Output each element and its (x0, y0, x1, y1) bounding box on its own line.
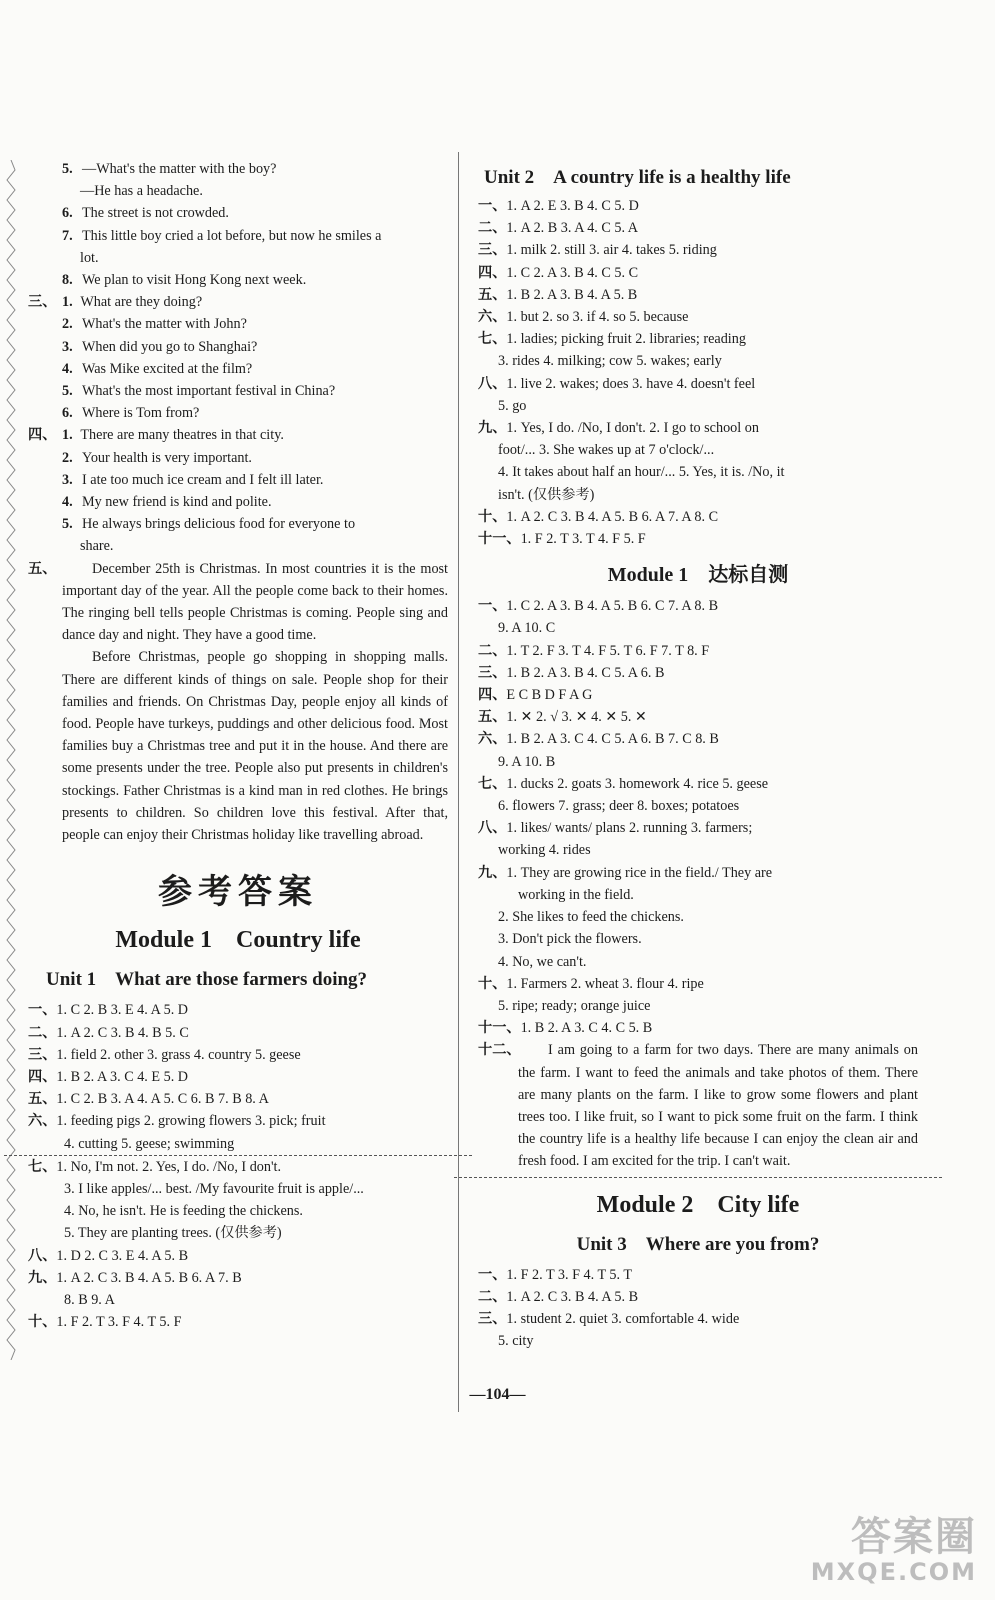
column-divider (458, 152, 459, 1412)
answer-item: 5. He always brings delicious food for everyone to (62, 516, 356, 533)
answer-row: 一、1. A 2. E 3. B 4. C 5. D (478, 198, 639, 214)
answer-continuation: 5. ripe; ready; orange juice (498, 997, 651, 1014)
answer-continuation: 4. It takes about half an hour/... 5. Yes, it is. /No, it (498, 464, 785, 481)
section-3-item: 三、 1. What are they doing? (28, 294, 203, 311)
answer-continuation: share. (80, 538, 114, 555)
answer-continuation: 9. A 10. C (498, 620, 556, 637)
answer-row: 四、1. C 2. A 3. B 4. C 5. C (478, 264, 639, 281)
answer-continuation: —He has a headache. (80, 183, 203, 200)
answer-row: 九、1. A 2. C 3. B 4. A 5. B 6. A 7. B (28, 1269, 242, 1286)
answer-continuation: isn't. (仅供参考) (498, 486, 595, 503)
answer-item: 6. The street is not crowded. (62, 205, 229, 222)
answer-row: 七、1. ladies; picking fruit 2. libraries; reading (478, 331, 746, 348)
page-number: —104— (469, 1386, 526, 1403)
answer-continuation: foot/... 3. She wakes up at 7 o'clock/... (498, 442, 715, 459)
answer-row: 八、1. likes/ wants/ plans 2. running 3. farmers; (478, 820, 753, 837)
answer-item: 5. What's the most important festival in China? (62, 383, 336, 400)
answer-row: 十一、1. B 2. A 3. C 4. C 5. B (478, 1020, 653, 1037)
module-1-title: Module 1 Country life (115, 927, 361, 954)
answer-continuation: 8. B 9. A (64, 1291, 115, 1308)
answer-item: 3. When did you go to Shanghai? (62, 338, 258, 355)
answer-row: 一、1. F 2. T 3. F 4. T 5. T (478, 1266, 633, 1283)
answer-row: 二、1. A 2. C 3. B 4. A 5. B (478, 1288, 639, 1305)
answer-row: 六、1. B 2. A 3. C 4. C 5. A 6. B 7. C 8. B (478, 731, 719, 748)
answer-continuation: 6. flowers 7. grass; deer 8. boxes; potatoes (498, 798, 740, 815)
answer-item: 7. This little boy cried a lot before, but now he smiles a (62, 227, 382, 244)
unit-1-title: Unit 1 What are those farmers doing? (46, 969, 368, 991)
module-1-test-title: Module 1 达标自测 (607, 564, 789, 587)
answer-continuation: 2. She likes to feed the chickens. (498, 909, 684, 926)
dashed-separator (454, 1177, 942, 1178)
unit-3-title: Unit 3 Where are you from? (576, 1233, 820, 1255)
answer-row: 五、1. ✕ 2. √ 3. ✕ 4. ✕ 5. ✕ (478, 709, 647, 726)
answer-item: 4. Was Mike excited at the film? (62, 360, 253, 377)
answer-item: 2. Your health is very important. (62, 449, 252, 466)
watermark-logo-text: 答案圈 (851, 1514, 977, 1560)
answer-row: 七、1. No, I'm not. 2. Yes, I do. /No, I don't. (28, 1158, 282, 1175)
answer-row: 四、E C B D F A G (478, 687, 593, 704)
answer-continuation: 5. They are planting trees. (仅供参考) (64, 1225, 282, 1242)
answer-item: 8. We plan to visit Hong Kong next week. (62, 272, 307, 289)
answer-row: 十、1. F 2. T 3. F 4. T 5. F (28, 1314, 182, 1331)
answer-item: 6. Where is Tom from? (62, 405, 200, 422)
answer-row: 二、1. A 2. B 3. A 4. C 5. A (478, 220, 639, 237)
answer-row: 二、1. A 2. C 3. B 4. B 5. C (28, 1024, 189, 1041)
watermark-url: MXQE.COM (810, 1558, 977, 1586)
answer-row: 四、1. B 2. A 3. C 4. E 5. D (28, 1068, 189, 1085)
answer-row: 三、1. field 2. other 3. grass 4. country 5. geese (28, 1046, 301, 1063)
answer-row: 九、1. Yes, I do. /No, I don't. 2. I go to school on (478, 420, 759, 437)
answer-row: 十一、1. F 2. T 3. T 4. F 5. F (478, 531, 646, 548)
answer-row: 一、1. C 2. B 3. E 4. A 5. D (28, 1002, 189, 1019)
answer-item: 3. I ate too much ice cream and I felt ill later. (62, 471, 324, 488)
left-column (28, 158, 448, 1333)
site-watermark (811, 1505, 977, 1586)
answer-item: 2. What's the matter with John? (62, 316, 247, 333)
right-column (478, 158, 918, 1352)
unit-2-title: Unit 2 A country life is a healthy life (484, 167, 791, 188)
answer-row: 八、1. live 2. wakes; does 3. have 4. doesn't feel (478, 375, 756, 392)
answer-continuation: 5. city (498, 1333, 534, 1350)
answer-row: 八、1. D 2. C 3. E 4. A 5. B (28, 1247, 189, 1264)
module-2-title: Module 2 City life (596, 1191, 800, 1218)
answer-continuation: working 4. rides (498, 842, 591, 859)
section-4-item: 四、 1. There are many theatres in that city. (28, 427, 284, 444)
answer-continuation: 5. go (498, 397, 527, 414)
answer-row: 一、1. C 2. A 3. B 4. A 5. B 6. C 7. A 8. B (478, 598, 719, 615)
binding-edge-decoration (6, 160, 16, 1360)
answer-row: 六、1. feeding pigs 2. growing flowers 3. pick; fruit (28, 1113, 326, 1130)
answer-continuation: 4. No, he isn't. He is feeding the chickens. (64, 1203, 303, 1220)
answer-continuation: 4. cutting 5. geese; swimming (64, 1135, 235, 1152)
answer-continuation: 3. I like apples/... best. /My favourite fruit is apple/... (64, 1180, 364, 1197)
answer-continuation: lot. (80, 249, 99, 266)
essay-paragraph-1: 五、 December 25th is Christmas. In most countries it is the most important day of the year. All the people come back to their homes. The ringing bell tells people Christmas is coming. People sing and dance day and night. They have a good time. (28, 560, 448, 644)
answer-item: 5. —What's the matter with the boy? (62, 161, 277, 177)
answer-row: 十、1. A 2. C 3. B 4. A 5. B 6. A 7. A 8. C (478, 508, 719, 525)
answer-row: 三、1. student 2. quiet 3. comfortable 4. wide (478, 1310, 740, 1327)
answer-row: 三、1. milk 2. still 3. air 4. takes 5. riding (478, 242, 717, 259)
essay-answer: 十二、 I am going to a farm for two days. There are many animals on the farm. I want to feed the animals and take photos of them. There are many plants on the farm. I like to grow some flowers and plant trees too. I like fruit, so I want to pick some fruit on the farm. I think the country life is a healthy life because I can enjoy the clean air and fresh food. I am excited for the trip. I can't wait. (478, 1042, 918, 1170)
answer-continuation: 9. A 10. B (498, 753, 556, 770)
answer-row: 五、1. C 2. B 3. A 4. A 5. C 6. B 7. B 8. A (28, 1091, 269, 1108)
answer-row: 十、1. Farmers 2. wheat 3. flour 4. ripe (478, 975, 704, 992)
answers-heading: 参考答案 (158, 874, 318, 912)
answer-row: 五、1. B 2. A 3. B 4. A 5. B (478, 286, 638, 303)
essay-paragraph-2: Before Christmas, people go shopping in shopping malls. There are different kinds of things on sale. People shop for their families and friends. On Christmas Day, people enjoy all kinds of food. People have turkeys, puddings and other delicious food. Most families buy a Christmas tree and put it in the house. And there are some presents under the tree. People also put presents in children's stockings. Father Christmas is a kind man in red clothes. He brings presents to children. So children love this festival. After that, people can enjoy their Christmas holiday like travelling abroad. (62, 649, 448, 844)
answer-continuation: 3. rides 4. milking; cow 5. wakes; early (498, 353, 722, 370)
answer-continuation: 4. No, we can't. (498, 953, 587, 970)
answer-row: 七、1. ducks 2. goats 3. homework 4. rice 5. geese (478, 775, 769, 792)
answer-row: 三、1. B 2. A 3. B 4. C 5. A 6. B (478, 664, 665, 681)
answer-item: 4. My new friend is kind and polite. (62, 494, 272, 511)
answer-row: 九、1. They are growing rice in the field./ They are (478, 864, 773, 881)
answer-row: 二、1. T 2. F 3. T 4. F 5. T 6. F 7. T 8. F (478, 642, 710, 659)
answer-continuation: 3. Don't pick the flowers. (498, 931, 642, 948)
answer-continuation: working in the field. (518, 886, 634, 903)
answer-row: 六、1. but 2. so 3. if 4. so 5. because (478, 309, 689, 326)
